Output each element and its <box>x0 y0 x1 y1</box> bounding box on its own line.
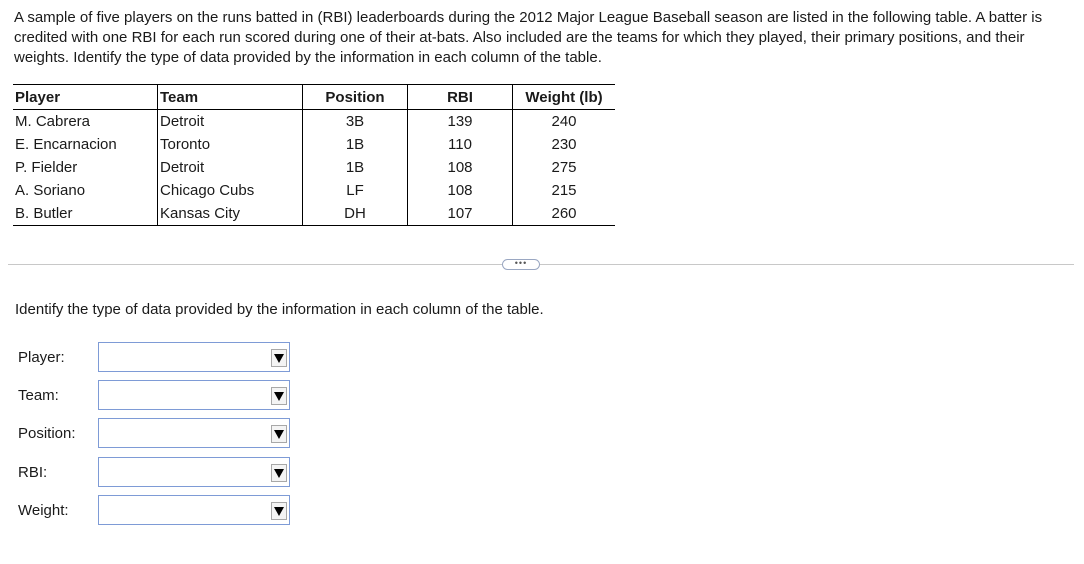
form-row-rbi <box>18 457 298 489</box>
table-row <box>13 133 615 156</box>
cell-player: P. Fielder <box>15 159 78 176</box>
cell-position: DH <box>303 202 408 226</box>
more-button[interactable]: ••• <box>502 259 540 270</box>
cell-weight: 215 <box>513 179 616 202</box>
chevron-down-icon[interactable] <box>271 349 287 367</box>
weight-label: Weight: <box>18 502 69 519</box>
section-divider <box>8 264 1074 265</box>
table-row <box>13 156 615 179</box>
table-row <box>13 179 615 202</box>
cell-player: B. Butler <box>13 202 158 226</box>
table-row <box>13 202 615 226</box>
form-row-position <box>18 418 298 450</box>
header-weight: Weight (lb) <box>513 85 616 110</box>
cell-weight: 275 <box>513 156 616 179</box>
cell-weight: 260 <box>513 202 616 226</box>
cell-weight: 230 <box>513 133 616 156</box>
cell-rbi: 107 <box>408 202 513 226</box>
chevron-down-icon[interactable] <box>271 425 287 443</box>
cell-position: LF <box>303 179 408 202</box>
header-position: Position <box>303 85 408 110</box>
form-row-player <box>18 342 298 374</box>
rbi-label: RBI: <box>18 464 48 481</box>
rbi-select[interactable] <box>98 457 290 487</box>
header-rbi: RBI <box>408 85 513 110</box>
position-select[interactable] <box>98 418 290 448</box>
cell-position: 3B <box>303 110 408 134</box>
cell-team: Toronto <box>158 133 303 156</box>
chevron-down-icon[interactable] <box>271 387 287 405</box>
table-header-row <box>13 85 615 110</box>
cell-rbi: 139 <box>408 110 513 134</box>
player-select[interactable] <box>98 342 290 372</box>
position-label: Position: <box>18 425 76 442</box>
cell-weight: 240 <box>513 110 616 134</box>
chevron-down-icon[interactable] <box>271 464 287 482</box>
cell-player: E. Encarnacion <box>15 136 117 153</box>
cell-team: Detroit <box>158 110 303 134</box>
cell-team: Kansas City <box>158 202 303 226</box>
table-row <box>13 110 615 134</box>
cell-team: Detroit <box>158 156 303 179</box>
team-label: Team: <box>18 387 59 404</box>
team-select[interactable] <box>98 380 290 410</box>
question-text: Identify the type of data provided by the information in each column of the table. <box>15 301 544 318</box>
form-row-team <box>18 380 298 412</box>
player-label: Player: <box>18 349 65 366</box>
cell-rbi: 108 <box>408 179 513 202</box>
chevron-down-icon[interactable] <box>271 502 287 520</box>
cell-rbi: 110 <box>408 133 513 156</box>
problem-intro: A sample of five players on the runs batted in (RBI) leaderboards during the 2012 Major League Baseball season are listed in the following table. A batter is credited with one RBI for each run scored during one of their at-bats. Also included are the teams for which they played, their primary positions, and their weights. Identify the type of data provided by the information in each column of the table. <box>14 9 1043 66</box>
cell-rbi: 108 <box>408 156 513 179</box>
players-table <box>13 84 615 226</box>
cell-position: 1B <box>303 156 408 179</box>
cell-team: Chicago Cubs <box>158 179 303 202</box>
header-player: Player <box>13 85 158 110</box>
cell-player: M. Cabrera <box>15 113 91 130</box>
weight-select[interactable] <box>98 495 290 525</box>
form-row-weight <box>18 495 298 527</box>
cell-position: 1B <box>303 133 408 156</box>
cell-player: A. Soriano <box>15 182 86 199</box>
header-team: Team <box>158 85 303 110</box>
